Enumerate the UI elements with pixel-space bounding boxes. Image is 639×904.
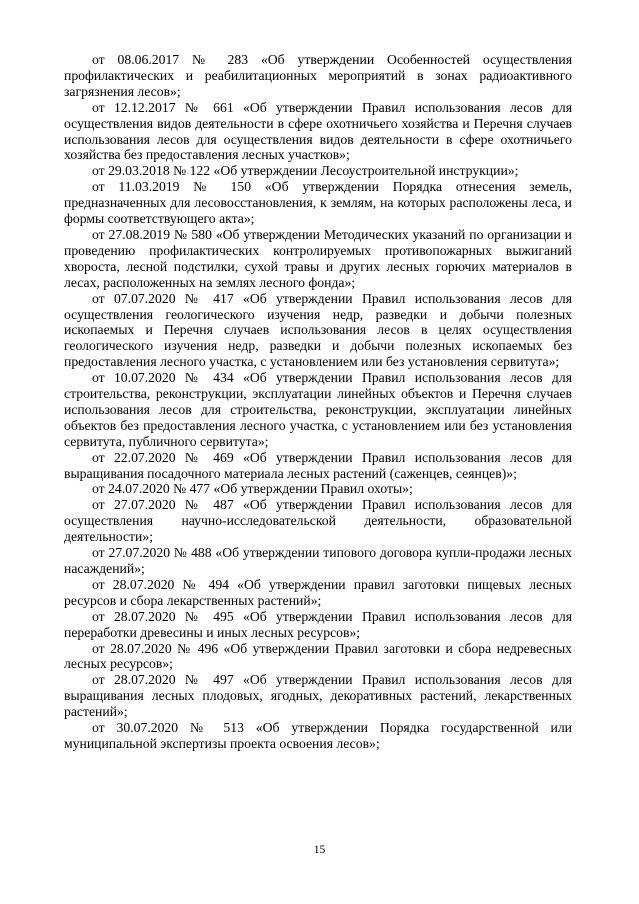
list-item: от 08.06.2017 № 283 «Об утверждении Особенностей осуществления профилактических и реабилитационных мероприятий в зонах радиоактивного загрязнения лесов»;: [64, 52, 572, 99]
list-item: от 29.03.2018 № 122 «Об утверждении Лесоустроительной инструкции»;: [92, 163, 519, 179]
list-item: от 28.07.2020 № 497 «Об утверждении Правил использования лесов для выращивания лесных плодовых, ягодных, декоративных растений, лекарственных растений»;: [64, 672, 572, 720]
document-body: [64, 52, 572, 752]
list-item: от 24.07.2020 № 477 «Об утверждении Правил охоты»;: [92, 481, 413, 497]
list-item: от 28.07.2020 № 495 «Об утверждении Правил использования лесов для переработки древесины и иных лесных ресурсов»;: [64, 608, 572, 640]
list-item: от 27.07.2020 № 487 «Об утверждении Правил использования лесов для осуществления научно-исследовательской деятельности, образовательной деятельности»;: [64, 497, 572, 545]
list-item: от 10.07.2020 № 434 «Об утверждении Правил использования лесов для строительства, реконструкции, эксплуатации линейных объектов и Перечня случаев использования лесов для строительства, реконструкции, эксплуатации линейных объектов без предоставления лесного участка, с установлением или без установления сервитута, публичного сервитута»;: [64, 370, 572, 449]
list-item: от 07.07.2020 № 417 «Об утверждении Правил использования лесов для осуществления геологического изучения недр, разведки и добычи полезных ископаемых и Перечня случаев использования лесов в целях осуществления геологического изучения недр, разведки и добычи полезных ископаемых без предоставления лесного участка, с установлением или без установления сервитута»;: [64, 290, 572, 370]
list-item: от 28.07.2020 № 494 «Об утверждении правил заготовки пищевых лесных ресурсов и сбора лекарственных растений»;: [64, 576, 572, 608]
list-item: от 12.12.2017 № 661 «Об утверждении Правил использования лесов для осуществления видов деятельности в сфере охотничьего хозяйства и Перечня случаев использования лесов для осуществления видов деятельности в сфере охотничьего хозяйства без предоставления лесных участков»;: [64, 99, 572, 163]
list-item: от 30.07.2020 № 513 «Об утверждении Порядка государственной или муниципальной экспертизы проекта освоения лесов»;: [64, 720, 572, 751]
list-item: от 22.07.2020 № 469 «Об утверждении Правил использования лесов для выращивания посадочного материала лесных растений (саженцев, сеянцев)»;: [64, 449, 572, 481]
page-number: 15: [313, 844, 326, 856]
list-item: от 27.08.2019 № 580 «Об утверждении Методических указаний по организации и проведению профилактических контролируемых противопожарных выжиганий хвороста, лесной подстилки, сухой травы и других лесных горючих материалов в лесах, расположенных на землях лесного фонда»;: [64, 226, 572, 290]
list-item: от 28.07.2020 № 496 «Об утверждении Правил заготовки и сбора недревесных лесных ресурсов»;: [64, 640, 572, 672]
list-item: от 11.03.2019 № 150 «Об утверждении Порядка отнесения земель, предназначенных для лесовосстановления, к землям, на которых расположены леса, и формы соответствующего акта»;: [64, 179, 572, 227]
list-item: от 27.07.2020 № 488 «Об утверждении типового договора купли-продажи лесных насаждений»;: [64, 545, 572, 576]
